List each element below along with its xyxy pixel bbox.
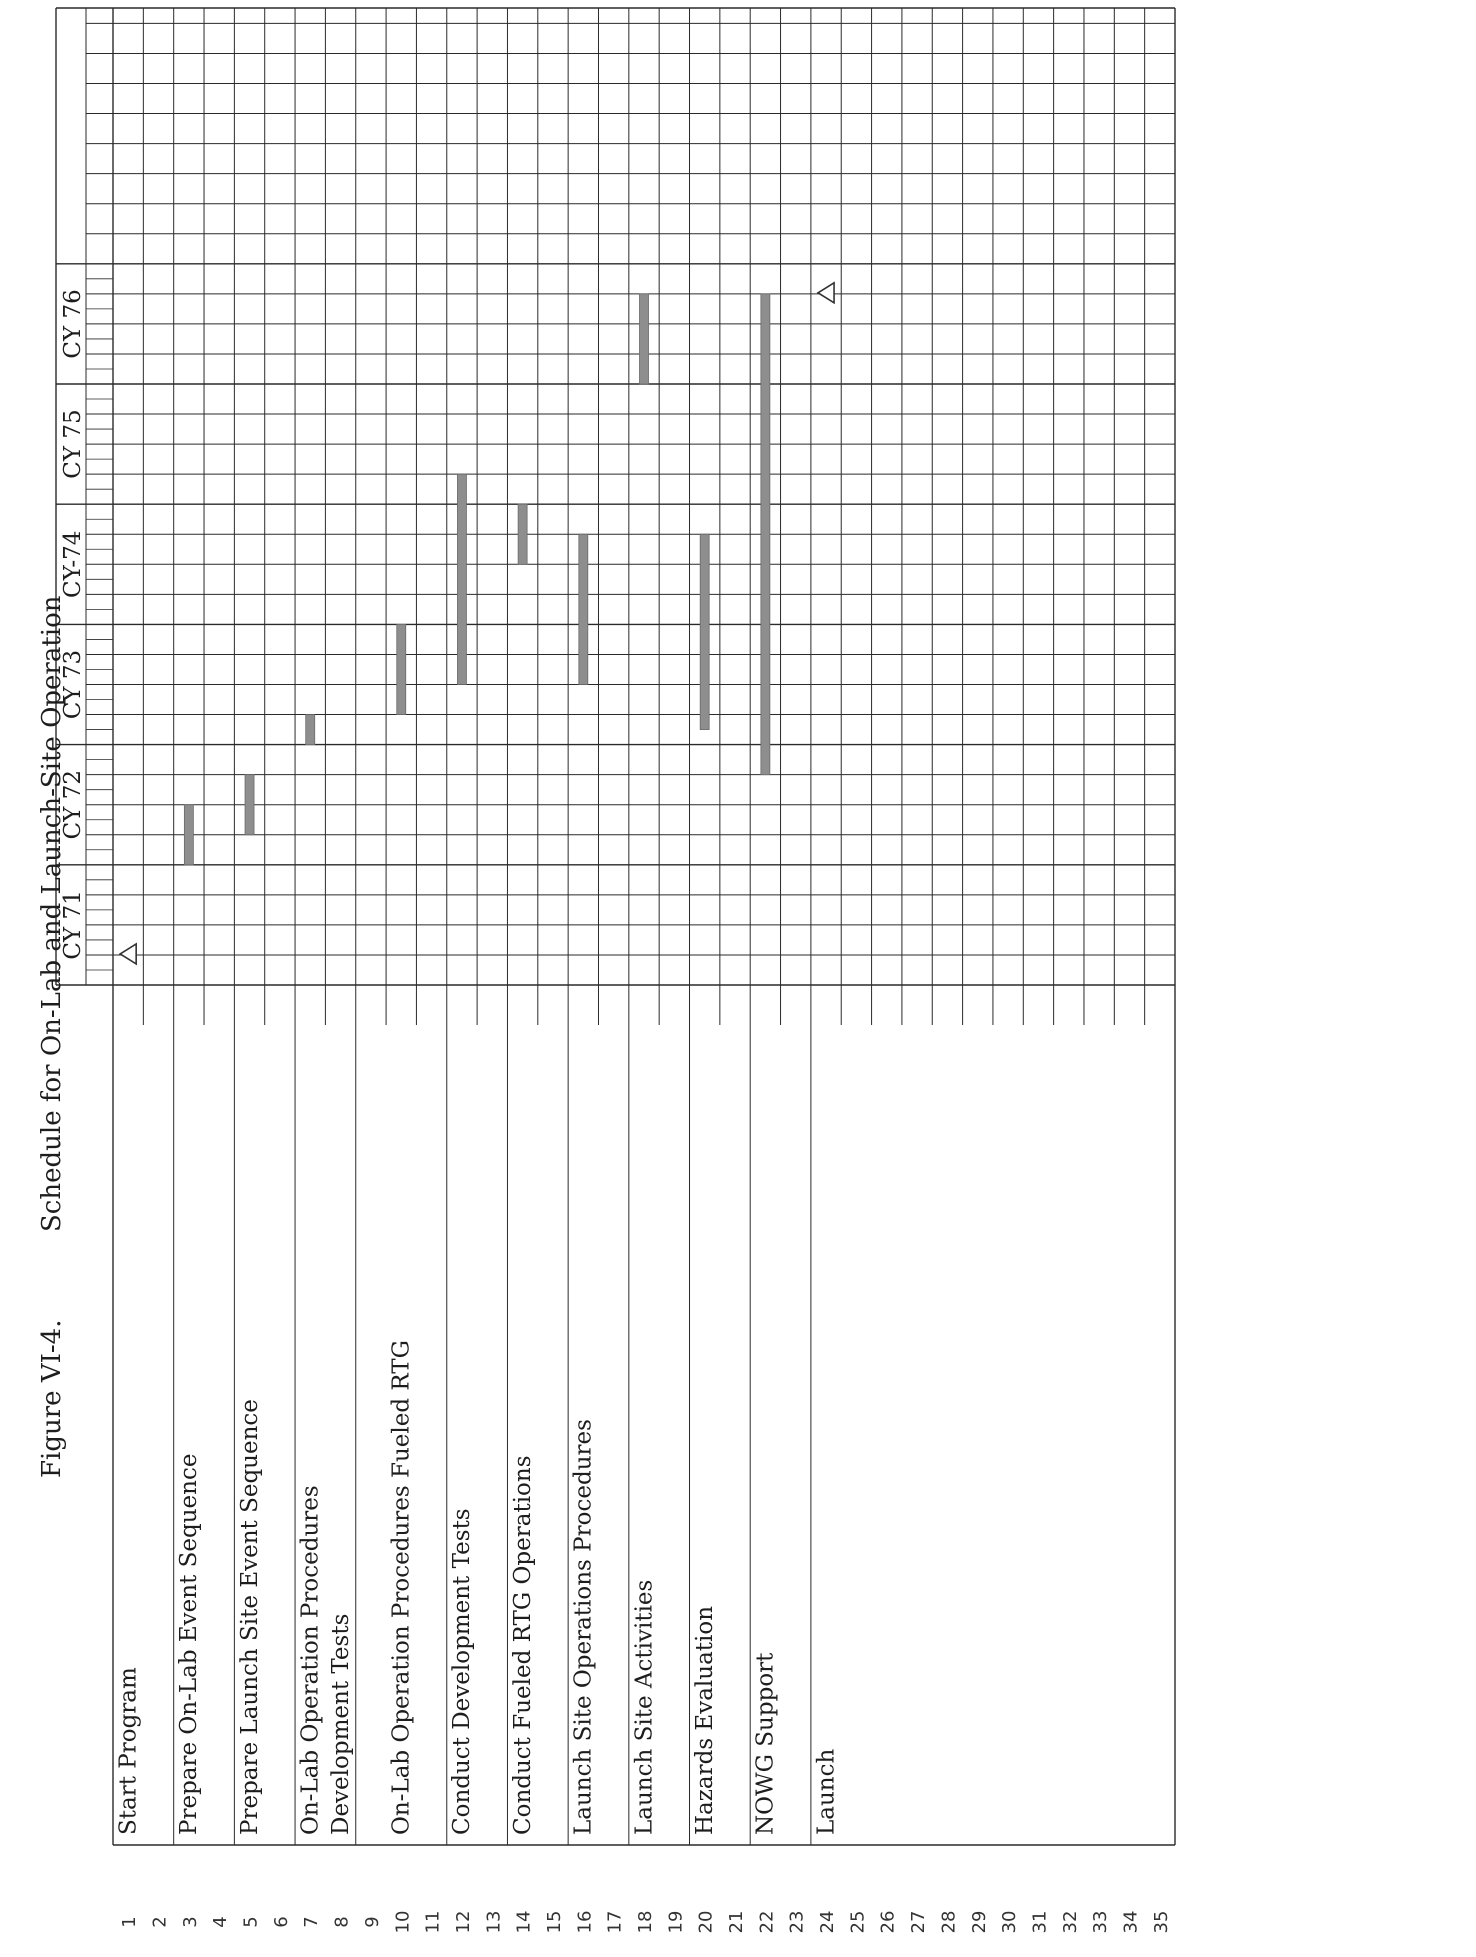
task-label: Development Tests [327,1613,354,1835]
row-number: 21 [726,1910,748,1934]
year-label: CY 76 [60,289,86,359]
figure-title: Schedule for On-Lab and Launch-Site Operation [37,595,67,1232]
task-bar [640,294,649,384]
task-labels [115,1340,839,1835]
task-label: Start Program [115,1667,142,1835]
row-number: 7 [301,1916,323,1928]
task-bar [245,775,254,835]
row-number: 24 [817,1910,839,1934]
task-bar [397,624,406,714]
captions [37,595,67,1478]
milestone-triangle [120,944,136,964]
row-number: 27 [908,1910,930,1934]
row-number: 20 [695,1910,717,1934]
year-label: CY-74 [60,530,86,598]
milestone-triangle [818,283,834,303]
row-number: 30 [999,1910,1021,1934]
year-label: CY 75 [60,409,86,479]
row-number: 17 [604,1910,626,1934]
task-label: Hazards Evaluation [691,1605,718,1835]
row-number: 32 [1059,1910,1081,1934]
row-number: 12 [452,1910,474,1934]
row-number: 28 [938,1910,960,1934]
figure-label: Figure VI-4. [37,1319,67,1478]
row-number: 2 [149,1916,171,1928]
task-label: On-Lab Operation Procedures [297,1485,324,1835]
row-number: 1 [119,1916,141,1928]
row-number: 29 [968,1910,990,1934]
task-bar [457,474,466,684]
row-number: 33 [1090,1910,1112,1934]
year-label: CY 71 [60,890,86,960]
grid-lines [56,8,1175,1845]
task-bar [579,534,588,684]
task-label: Prepare On-Lab Event Sequence [176,1453,203,1835]
row-number: 3 [179,1916,201,1928]
task-bar [518,504,527,564]
task-label: NOWG Support [752,1652,779,1835]
row-number: 9 [361,1916,383,1928]
year-label: CY 73 [60,649,86,720]
row-number: 15 [543,1910,565,1934]
row-number: 26 [877,1910,899,1934]
task-bar [184,805,193,865]
row-numbers [119,1911,1172,1934]
row-number: 13 [483,1910,505,1934]
row-number: 5 [240,1916,262,1928]
row-number: 6 [270,1916,292,1928]
row-number: 25 [847,1910,869,1934]
row-number: 4 [210,1916,232,1928]
task-label: Launch [813,1748,840,1835]
year-label: CY 72 [60,770,86,840]
row-number: 22 [756,1910,778,1934]
row-number: 10 [392,1910,414,1934]
row-number: 11 [422,1910,444,1934]
row-number: 19 [665,1910,687,1934]
row-number: 34 [1120,1910,1142,1934]
task-label: On-Lab Operation Procedures Fueled RTG [388,1339,415,1835]
row-number: 18 [635,1910,656,1934]
task-bar [306,715,315,745]
row-number: 8 [331,1916,353,1928]
task-label: Conduct Development Tests [449,1508,476,1835]
row-number: 35 [1150,1910,1172,1934]
row-number: 31 [1029,1910,1051,1934]
task-label: Launch Site Activities [631,1579,658,1835]
task-label: Launch Site Operations Procedures [570,1419,597,1835]
row-number: 14 [513,1910,535,1934]
task-bar [700,534,709,729]
task-bar [761,294,770,775]
task-label: Prepare Launch Site Event Sequence [236,1399,263,1835]
row-number: 16 [574,1910,596,1934]
row-number: 23 [786,1910,808,1934]
task-label: Conduct Fueled RTG Operations [509,1455,536,1835]
